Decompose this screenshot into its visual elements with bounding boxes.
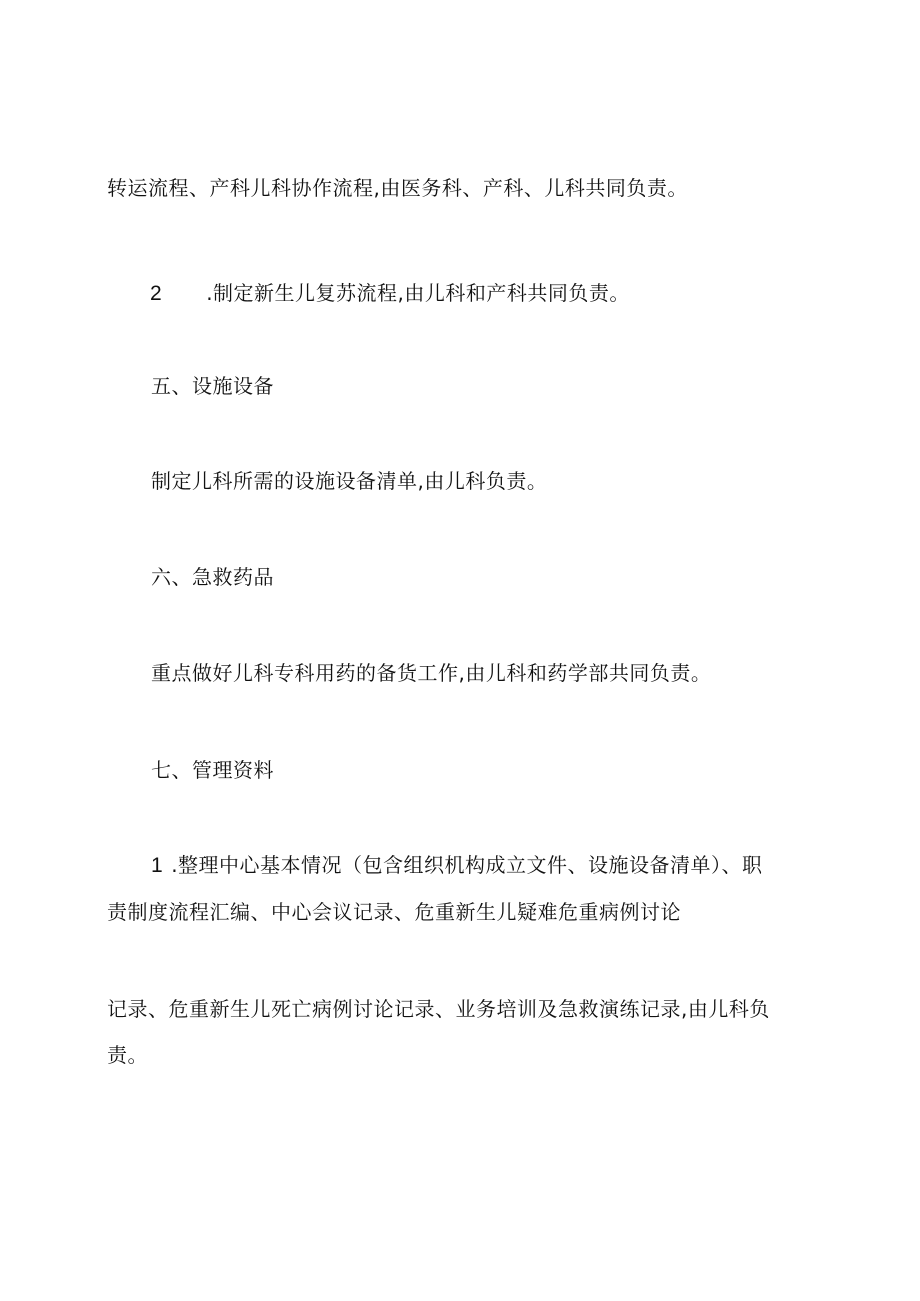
- section-heading-emergency-drugs: 六、急救药品: [151, 565, 274, 589]
- paragraph-facilities: 制定儿科所需的设施设备清单,由儿科负责。: [151, 469, 548, 493]
- paragraph-item-1-line-2: 责制度流程汇编、中心会议记录、危重新生儿疑难危重病例讨论: [107, 900, 681, 924]
- paragraph-records-line-2: 责。: [107, 1043, 148, 1067]
- section-heading-management-docs: 七、管理资料: [151, 758, 274, 782]
- item-number: 1: [151, 854, 164, 877]
- section-heading-facilities: 五、设施设备: [151, 374, 274, 398]
- paragraph-transfer-process: 转运流程、产科儿科协作流程,由医务科、产科、儿科共同负责。: [107, 176, 688, 200]
- paragraph-item-1-line-1: [151, 851, 763, 880]
- paragraph-emergency-drugs: 重点做好儿科专科用药的备货工作,由儿科和药学部共同负责。: [151, 661, 712, 685]
- item-number: 2: [150, 282, 163, 305]
- paragraph-item-2: [150, 279, 630, 308]
- paragraph-records-line-1: 记录、危重新生儿死亡病例讨论记录、业务培训及急救演练记录,由儿科负: [107, 997, 770, 1021]
- item-text: .制定新生儿复苏流程,由儿科和产科共同负责。: [206, 281, 630, 305]
- item-text: .整理中心基本情况（包含组织机构成立文件、设施设备清单）、职: [171, 853, 763, 877]
